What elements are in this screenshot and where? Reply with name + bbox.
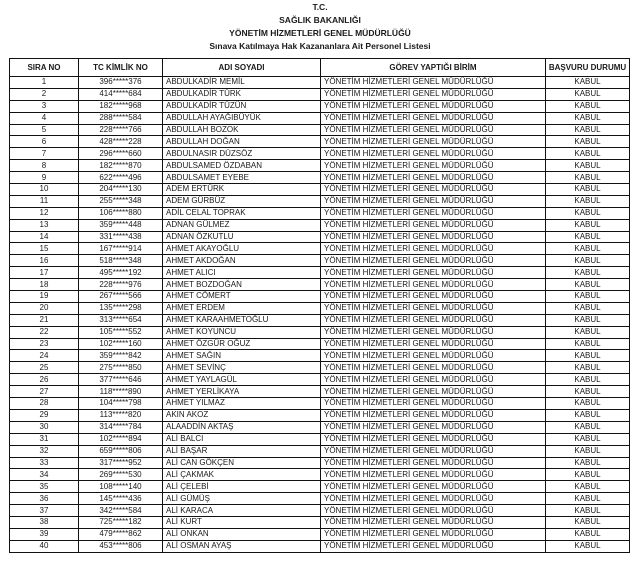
table-row bbox=[10, 219, 630, 231]
cell-adi-soyadi: ABDULSAMET EYEBE bbox=[163, 172, 321, 184]
cell-tc-kimlik-no: 269*****530 bbox=[79, 469, 163, 481]
table-row bbox=[10, 540, 630, 552]
table-row bbox=[10, 338, 630, 350]
cell-gorev-yaptigi-birim: YÖNETİM HİZMETLERİ GENEL MÜDÜRLÜĞÜ bbox=[321, 267, 546, 279]
table-row bbox=[10, 124, 630, 136]
cell-adi-soyadi: ALİ ONKAN bbox=[163, 528, 321, 540]
cell-tc-kimlik-no: 102*****160 bbox=[79, 338, 163, 350]
cell-sira-no: 22 bbox=[10, 326, 79, 338]
cell-basvuru-durumu: KABUL bbox=[546, 184, 630, 196]
table-row bbox=[10, 255, 630, 267]
cell-sira-no: 14 bbox=[10, 231, 79, 243]
cell-sira-no: 16 bbox=[10, 255, 79, 267]
cell-gorev-yaptigi-birim: YÖNETİM HİZMETLERİ GENEL MÜDÜRLÜĞÜ bbox=[321, 77, 546, 89]
table-row bbox=[10, 350, 630, 362]
cell-gorev-yaptigi-birim: YÖNETİM HİZMETLERİ GENEL MÜDÜRLÜĞÜ bbox=[321, 457, 546, 469]
cell-tc-kimlik-no: 518*****348 bbox=[79, 255, 163, 267]
cell-basvuru-durumu: KABUL bbox=[546, 433, 630, 445]
cell-sira-no: 4 bbox=[10, 112, 79, 124]
cell-gorev-yaptigi-birim: YÖNETİM HİZMETLERİ GENEL MÜDÜRLÜĞÜ bbox=[321, 314, 546, 326]
table-row bbox=[10, 433, 630, 445]
cell-tc-kimlik-no: 331*****438 bbox=[79, 231, 163, 243]
cell-adi-soyadi: AHMET YILMAZ bbox=[163, 398, 321, 410]
cell-sira-no: 2 bbox=[10, 88, 79, 100]
cell-sira-no: 26 bbox=[10, 374, 79, 386]
cell-sira-no: 1 bbox=[10, 77, 79, 89]
cell-tc-kimlik-no: 313*****654 bbox=[79, 314, 163, 326]
cell-sira-no: 3 bbox=[10, 100, 79, 112]
table-row bbox=[10, 267, 630, 279]
cell-basvuru-durumu: KABUL bbox=[546, 279, 630, 291]
table-row bbox=[10, 231, 630, 243]
table-row bbox=[10, 195, 630, 207]
cell-tc-kimlik-no: 414*****684 bbox=[79, 88, 163, 100]
cell-gorev-yaptigi-birim: YÖNETİM HİZMETLERİ GENEL MÜDÜRLÜĞÜ bbox=[321, 326, 546, 338]
cell-adi-soyadi: ALİ OSMAN AYAŞ bbox=[163, 540, 321, 552]
cell-sira-no: 37 bbox=[10, 505, 79, 517]
table-row bbox=[10, 481, 630, 493]
cell-gorev-yaptigi-birim: YÖNETİM HİZMETLERİ GENEL MÜDÜRLÜĞÜ bbox=[321, 386, 546, 398]
cell-sira-no: 40 bbox=[10, 540, 79, 552]
cell-sira-no: 10 bbox=[10, 184, 79, 196]
cell-gorev-yaptigi-birim: YÖNETİM HİZMETLERİ GENEL MÜDÜRLÜĞÜ bbox=[321, 338, 546, 350]
cell-tc-kimlik-no: 479*****862 bbox=[79, 528, 163, 540]
cell-basvuru-durumu: KABUL bbox=[546, 255, 630, 267]
cell-gorev-yaptigi-birim: YÖNETİM HİZMETLERİ GENEL MÜDÜRLÜĞÜ bbox=[321, 136, 546, 148]
table-row bbox=[10, 243, 630, 255]
cell-adi-soyadi: ALİ CAN GÖKÇEN bbox=[163, 457, 321, 469]
cell-adi-soyadi: ALAADDİN AKTAŞ bbox=[163, 421, 321, 433]
cell-sira-no: 30 bbox=[10, 421, 79, 433]
table-row bbox=[10, 374, 630, 386]
cell-sira-no: 38 bbox=[10, 516, 79, 528]
cell-tc-kimlik-no: 118*****890 bbox=[79, 386, 163, 398]
cell-adi-soyadi: ADNAN ÖZKUTLU bbox=[163, 231, 321, 243]
cell-basvuru-durumu: KABUL bbox=[546, 338, 630, 350]
cell-basvuru-durumu: KABUL bbox=[546, 445, 630, 457]
cell-adi-soyadi: AHMET AKDOĞAN bbox=[163, 255, 321, 267]
cell-sira-no: 13 bbox=[10, 219, 79, 231]
cell-tc-kimlik-no: 228*****976 bbox=[79, 279, 163, 291]
table-row bbox=[10, 457, 630, 469]
cell-basvuru-durumu: KABUL bbox=[546, 386, 630, 398]
cell-tc-kimlik-no: 113*****820 bbox=[79, 409, 163, 421]
cell-gorev-yaptigi-birim: YÖNETİM HİZMETLERİ GENEL MÜDÜRLÜĞÜ bbox=[321, 207, 546, 219]
cell-gorev-yaptigi-birim: YÖNETİM HİZMETLERİ GENEL MÜDÜRLÜĞÜ bbox=[321, 398, 546, 410]
cell-tc-kimlik-no: 453*****806 bbox=[79, 540, 163, 552]
cell-tc-kimlik-no: 622*****496 bbox=[79, 172, 163, 184]
cell-tc-kimlik-no: 317*****952 bbox=[79, 457, 163, 469]
cell-adi-soyadi: ALİ BALCI bbox=[163, 433, 321, 445]
cell-tc-kimlik-no: 106*****880 bbox=[79, 207, 163, 219]
table-row bbox=[10, 172, 630, 184]
cell-adi-soyadi: ALİ ÇELEBİ bbox=[163, 481, 321, 493]
cell-tc-kimlik-no: 342*****584 bbox=[79, 505, 163, 517]
cell-basvuru-durumu: KABUL bbox=[546, 136, 630, 148]
cell-tc-kimlik-no: 105*****552 bbox=[79, 326, 163, 338]
cell-gorev-yaptigi-birim: YÖNETİM HİZMETLERİ GENEL MÜDÜRLÜĞÜ bbox=[321, 195, 546, 207]
cell-tc-kimlik-no: 288*****584 bbox=[79, 112, 163, 124]
cell-adi-soyadi: AHMET CÖMERT bbox=[163, 291, 321, 303]
cell-basvuru-durumu: KABUL bbox=[546, 207, 630, 219]
table-row bbox=[10, 207, 630, 219]
cell-sira-no: 5 bbox=[10, 124, 79, 136]
header-line-ministry: SAĞLIK BAKANLIĞI bbox=[279, 15, 361, 25]
cell-adi-soyadi: AHMET YAYLAGÜL bbox=[163, 374, 321, 386]
column-header-gorev-yaptigi-birim: GÖREV YAPTIĞI BİRİM bbox=[321, 59, 546, 77]
cell-gorev-yaptigi-birim: YÖNETİM HİZMETLERİ GENEL MÜDÜRLÜĞÜ bbox=[321, 528, 546, 540]
cell-gorev-yaptigi-birim: YÖNETİM HİZMETLERİ GENEL MÜDÜRLÜĞÜ bbox=[321, 279, 546, 291]
cell-sira-no: 33 bbox=[10, 457, 79, 469]
cell-adi-soyadi: ADNAN GÜLMEZ bbox=[163, 219, 321, 231]
cell-basvuru-durumu: KABUL bbox=[546, 243, 630, 255]
cell-gorev-yaptigi-birim: YÖNETİM HİZMETLERİ GENEL MÜDÜRLÜĞÜ bbox=[321, 219, 546, 231]
cell-sira-no: 34 bbox=[10, 469, 79, 481]
cell-adi-soyadi: AHMET YERLİKAYA bbox=[163, 386, 321, 398]
table-row bbox=[10, 112, 630, 124]
cell-basvuru-durumu: KABUL bbox=[546, 469, 630, 481]
cell-adi-soyadi: AHMET KARAAHMETOĞLU bbox=[163, 314, 321, 326]
cell-adi-soyadi: ABDULLAH DOĞAN bbox=[163, 136, 321, 148]
table-row bbox=[10, 362, 630, 374]
table-row bbox=[10, 136, 630, 148]
cell-adi-soyadi: ALİ KARACA bbox=[163, 505, 321, 517]
cell-gorev-yaptigi-birim: YÖNETİM HİZMETLERİ GENEL MÜDÜRLÜĞÜ bbox=[321, 445, 546, 457]
cell-gorev-yaptigi-birim: YÖNETİM HİZMETLERİ GENEL MÜDÜRLÜĞÜ bbox=[321, 160, 546, 172]
cell-gorev-yaptigi-birim: YÖNETİM HİZMETLERİ GENEL MÜDÜRLÜĞÜ bbox=[321, 433, 546, 445]
cell-basvuru-durumu: KABUL bbox=[546, 302, 630, 314]
cell-basvuru-durumu: KABUL bbox=[546, 160, 630, 172]
table-row bbox=[10, 505, 630, 517]
table-row bbox=[10, 100, 630, 112]
table-row bbox=[10, 314, 630, 326]
cell-tc-kimlik-no: 296*****660 bbox=[79, 148, 163, 160]
cell-basvuru-durumu: KABUL bbox=[546, 77, 630, 89]
cell-adi-soyadi: ABDULNASIR DÜZSÖZ bbox=[163, 148, 321, 160]
cell-adi-soyadi: ADEM GÜRBÜZ bbox=[163, 195, 321, 207]
table-row bbox=[10, 409, 630, 421]
cell-tc-kimlik-no: 725*****182 bbox=[79, 516, 163, 528]
table-row bbox=[10, 291, 630, 303]
cell-tc-kimlik-no: 428*****228 bbox=[79, 136, 163, 148]
cell-gorev-yaptigi-birim: YÖNETİM HİZMETLERİ GENEL MÜDÜRLÜĞÜ bbox=[321, 112, 546, 124]
cell-basvuru-durumu: KABUL bbox=[546, 172, 630, 184]
table-row bbox=[10, 88, 630, 100]
column-header-adi-soyadi: ADI SOYADI bbox=[163, 59, 321, 77]
cell-sira-no: 12 bbox=[10, 207, 79, 219]
table-row bbox=[10, 148, 630, 160]
table-row bbox=[10, 469, 630, 481]
cell-tc-kimlik-no: 104*****798 bbox=[79, 398, 163, 410]
cell-sira-no: 19 bbox=[10, 291, 79, 303]
cell-adi-soyadi: AHMET ÖZGÜR OĞUZ bbox=[163, 338, 321, 350]
cell-gorev-yaptigi-birim: YÖNETİM HİZMETLERİ GENEL MÜDÜRLÜĞÜ bbox=[321, 231, 546, 243]
cell-basvuru-durumu: KABUL bbox=[546, 528, 630, 540]
cell-tc-kimlik-no: 145*****436 bbox=[79, 493, 163, 505]
cell-sira-no: 24 bbox=[10, 350, 79, 362]
cell-tc-kimlik-no: 275*****850 bbox=[79, 362, 163, 374]
header-line-tc: T.C. bbox=[312, 2, 328, 12]
cell-adi-soyadi: ABDULLAH AYAĞIBÜYÜK bbox=[163, 112, 321, 124]
cell-sira-no: 15 bbox=[10, 243, 79, 255]
cell-gorev-yaptigi-birim: YÖNETİM HİZMETLERİ GENEL MÜDÜRLÜĞÜ bbox=[321, 291, 546, 303]
cell-tc-kimlik-no: 255*****348 bbox=[79, 195, 163, 207]
cell-adi-soyadi: ALİ GÜMÜŞ bbox=[163, 493, 321, 505]
cell-sira-no: 39 bbox=[10, 528, 79, 540]
cell-gorev-yaptigi-birim: YÖNETİM HİZMETLERİ GENEL MÜDÜRLÜĞÜ bbox=[321, 302, 546, 314]
cell-basvuru-durumu: KABUL bbox=[546, 374, 630, 386]
cell-sira-no: 20 bbox=[10, 302, 79, 314]
cell-basvuru-durumu: KABUL bbox=[546, 231, 630, 243]
cell-adi-soyadi: AHMET KOYUNCU bbox=[163, 326, 321, 338]
cell-tc-kimlik-no: 182*****968 bbox=[79, 100, 163, 112]
cell-basvuru-durumu: KABUL bbox=[546, 481, 630, 493]
cell-basvuru-durumu: KABUL bbox=[546, 219, 630, 231]
cell-basvuru-durumu: KABUL bbox=[546, 457, 630, 469]
cell-gorev-yaptigi-birim: YÖNETİM HİZMETLERİ GENEL MÜDÜRLÜĞÜ bbox=[321, 350, 546, 362]
cell-basvuru-durumu: KABUL bbox=[546, 314, 630, 326]
cell-gorev-yaptigi-birim: YÖNETİM HİZMETLERİ GENEL MÜDÜRLÜĞÜ bbox=[321, 493, 546, 505]
cell-gorev-yaptigi-birim: YÖNETİM HİZMETLERİ GENEL MÜDÜRLÜĞÜ bbox=[321, 88, 546, 100]
cell-adi-soyadi: ALİ ÇAKMAK bbox=[163, 469, 321, 481]
table-row bbox=[10, 528, 630, 540]
cell-basvuru-durumu: KABUL bbox=[546, 516, 630, 528]
cell-gorev-yaptigi-birim: YÖNETİM HİZMETLERİ GENEL MÜDÜRLÜĞÜ bbox=[321, 505, 546, 517]
cell-basvuru-durumu: KABUL bbox=[546, 195, 630, 207]
cell-gorev-yaptigi-birim: YÖNETİM HİZMETLERİ GENEL MÜDÜRLÜĞÜ bbox=[321, 184, 546, 196]
cell-tc-kimlik-no: 108*****140 bbox=[79, 481, 163, 493]
cell-basvuru-durumu: KABUL bbox=[546, 100, 630, 112]
header-line-list-title: Sınava Katılmaya Hak Kazananlara Ait Personel Listesi bbox=[209, 41, 431, 51]
cell-tc-kimlik-no: 267*****566 bbox=[79, 291, 163, 303]
table-header-row bbox=[10, 59, 630, 77]
cell-gorev-yaptigi-birim: YÖNETİM HİZMETLERİ GENEL MÜDÜRLÜĞÜ bbox=[321, 516, 546, 528]
cell-adi-soyadi: ALİ KURT bbox=[163, 516, 321, 528]
table-row bbox=[10, 386, 630, 398]
personnel-table bbox=[9, 58, 630, 553]
cell-adi-soyadi: AKIN AKOZ bbox=[163, 409, 321, 421]
table-row bbox=[10, 184, 630, 196]
cell-basvuru-durumu: KABUL bbox=[546, 505, 630, 517]
cell-gorev-yaptigi-birim: YÖNETİM HİZMETLERİ GENEL MÜDÜRLÜĞÜ bbox=[321, 124, 546, 136]
cell-sira-no: 18 bbox=[10, 279, 79, 291]
cell-adi-soyadi: AHMET BOZDOĞAN bbox=[163, 279, 321, 291]
cell-tc-kimlik-no: 359*****448 bbox=[79, 219, 163, 231]
table-row bbox=[10, 445, 630, 457]
cell-basvuru-durumu: KABUL bbox=[546, 124, 630, 136]
cell-gorev-yaptigi-birim: YÖNETİM HİZMETLERİ GENEL MÜDÜRLÜĞÜ bbox=[321, 374, 546, 386]
column-header-basvuru-durumu: BAŞVURU DURUMU bbox=[546, 59, 630, 77]
cell-gorev-yaptigi-birim: YÖNETİM HİZMETLERİ GENEL MÜDÜRLÜĞÜ bbox=[321, 540, 546, 552]
cell-adi-soyadi: AHMET SEVİNÇ bbox=[163, 362, 321, 374]
cell-adi-soyadi: ABDULKADİR TÜRK bbox=[163, 88, 321, 100]
cell-basvuru-durumu: KABUL bbox=[546, 148, 630, 160]
table-row bbox=[10, 77, 630, 89]
document-header bbox=[0, 0, 640, 53]
cell-adi-soyadi: ABDULKADİR TÜZÜN bbox=[163, 100, 321, 112]
cell-sira-no: 9 bbox=[10, 172, 79, 184]
cell-sira-no: 28 bbox=[10, 398, 79, 410]
cell-basvuru-durumu: KABUL bbox=[546, 88, 630, 100]
cell-tc-kimlik-no: 396*****376 bbox=[79, 77, 163, 89]
table-row bbox=[10, 160, 630, 172]
cell-basvuru-durumu: KABUL bbox=[546, 326, 630, 338]
header-line-directorate: YÖNETİM HİZMETLERİ GENEL MÜDÜRLÜĞÜ bbox=[229, 28, 411, 38]
cell-gorev-yaptigi-birim: YÖNETİM HİZMETLERİ GENEL MÜDÜRLÜĞÜ bbox=[321, 255, 546, 267]
cell-adi-soyadi: AHMET AKAYOĞLU bbox=[163, 243, 321, 255]
cell-adi-soyadi: AHMET SAĞIN bbox=[163, 350, 321, 362]
cell-sira-no: 7 bbox=[10, 148, 79, 160]
cell-tc-kimlik-no: 135*****298 bbox=[79, 302, 163, 314]
cell-adi-soyadi: ABDULKADİR MEMİL bbox=[163, 77, 321, 89]
cell-sira-no: 11 bbox=[10, 195, 79, 207]
cell-basvuru-durumu: KABUL bbox=[546, 362, 630, 374]
cell-sira-no: 27 bbox=[10, 386, 79, 398]
cell-adi-soyadi: AHMET ERDEM bbox=[163, 302, 321, 314]
cell-sira-no: 35 bbox=[10, 481, 79, 493]
cell-sira-no: 6 bbox=[10, 136, 79, 148]
cell-tc-kimlik-no: 495*****192 bbox=[79, 267, 163, 279]
table-row bbox=[10, 516, 630, 528]
table-row bbox=[10, 326, 630, 338]
cell-adi-soyadi: ABDULLAH BOZOK bbox=[163, 124, 321, 136]
cell-sira-no: 31 bbox=[10, 433, 79, 445]
cell-tc-kimlik-no: 204*****130 bbox=[79, 184, 163, 196]
cell-basvuru-durumu: KABUL bbox=[546, 540, 630, 552]
cell-sira-no: 23 bbox=[10, 338, 79, 350]
cell-basvuru-durumu: KABUL bbox=[546, 409, 630, 421]
cell-basvuru-durumu: KABUL bbox=[546, 112, 630, 124]
cell-basvuru-durumu: KABUL bbox=[546, 398, 630, 410]
cell-gorev-yaptigi-birim: YÖNETİM HİZMETLERİ GENEL MÜDÜRLÜĞÜ bbox=[321, 421, 546, 433]
cell-adi-soyadi: ABDULSAMED ÖZDABAN bbox=[163, 160, 321, 172]
cell-basvuru-durumu: KABUL bbox=[546, 421, 630, 433]
table-row bbox=[10, 279, 630, 291]
cell-tc-kimlik-no: 102*****894 bbox=[79, 433, 163, 445]
column-header-tc-kimlik-no: TC KİMLİK NO bbox=[79, 59, 163, 77]
column-header-sira-no: SIRA NO bbox=[10, 59, 79, 77]
cell-adi-soyadi: ADİL CELAL TOPRAK bbox=[163, 207, 321, 219]
cell-gorev-yaptigi-birim: YÖNETİM HİZMETLERİ GENEL MÜDÜRLÜĞÜ bbox=[321, 172, 546, 184]
table-row bbox=[10, 421, 630, 433]
cell-gorev-yaptigi-birim: YÖNETİM HİZMETLERİ GENEL MÜDÜRLÜĞÜ bbox=[321, 362, 546, 374]
table-body bbox=[10, 77, 630, 553]
cell-gorev-yaptigi-birim: YÖNETİM HİZMETLERİ GENEL MÜDÜRLÜĞÜ bbox=[321, 469, 546, 481]
table-row bbox=[10, 493, 630, 505]
cell-basvuru-durumu: KABUL bbox=[546, 267, 630, 279]
table-row bbox=[10, 398, 630, 410]
cell-tc-kimlik-no: 182*****870 bbox=[79, 160, 163, 172]
cell-gorev-yaptigi-birim: YÖNETİM HİZMETLERİ GENEL MÜDÜRLÜĞÜ bbox=[321, 481, 546, 493]
cell-gorev-yaptigi-birim: YÖNETİM HİZMETLERİ GENEL MÜDÜRLÜĞÜ bbox=[321, 100, 546, 112]
cell-tc-kimlik-no: 359*****842 bbox=[79, 350, 163, 362]
cell-gorev-yaptigi-birim: YÖNETİM HİZMETLERİ GENEL MÜDÜRLÜĞÜ bbox=[321, 148, 546, 160]
cell-sira-no: 29 bbox=[10, 409, 79, 421]
cell-tc-kimlik-no: 377*****646 bbox=[79, 374, 163, 386]
cell-sira-no: 32 bbox=[10, 445, 79, 457]
cell-tc-kimlik-no: 314*****784 bbox=[79, 421, 163, 433]
cell-basvuru-durumu: KABUL bbox=[546, 291, 630, 303]
cell-adi-soyadi: AHMET ALICI bbox=[163, 267, 321, 279]
cell-sira-no: 25 bbox=[10, 362, 79, 374]
cell-gorev-yaptigi-birim: YÖNETİM HİZMETLERİ GENEL MÜDÜRLÜĞÜ bbox=[321, 243, 546, 255]
cell-basvuru-durumu: KABUL bbox=[546, 350, 630, 362]
cell-sira-no: 21 bbox=[10, 314, 79, 326]
cell-sira-no: 17 bbox=[10, 267, 79, 279]
cell-adi-soyadi: ALİ BAŞAR bbox=[163, 445, 321, 457]
cell-tc-kimlik-no: 167*****914 bbox=[79, 243, 163, 255]
cell-gorev-yaptigi-birim: YÖNETİM HİZMETLERİ GENEL MÜDÜRLÜĞÜ bbox=[321, 409, 546, 421]
cell-adi-soyadi: ADEM ERTÜRK bbox=[163, 184, 321, 196]
cell-sira-no: 36 bbox=[10, 493, 79, 505]
cell-tc-kimlik-no: 228*****766 bbox=[79, 124, 163, 136]
cell-sira-no: 8 bbox=[10, 160, 79, 172]
cell-tc-kimlik-no: 659*****806 bbox=[79, 445, 163, 457]
table-row bbox=[10, 302, 630, 314]
cell-basvuru-durumu: KABUL bbox=[546, 493, 630, 505]
